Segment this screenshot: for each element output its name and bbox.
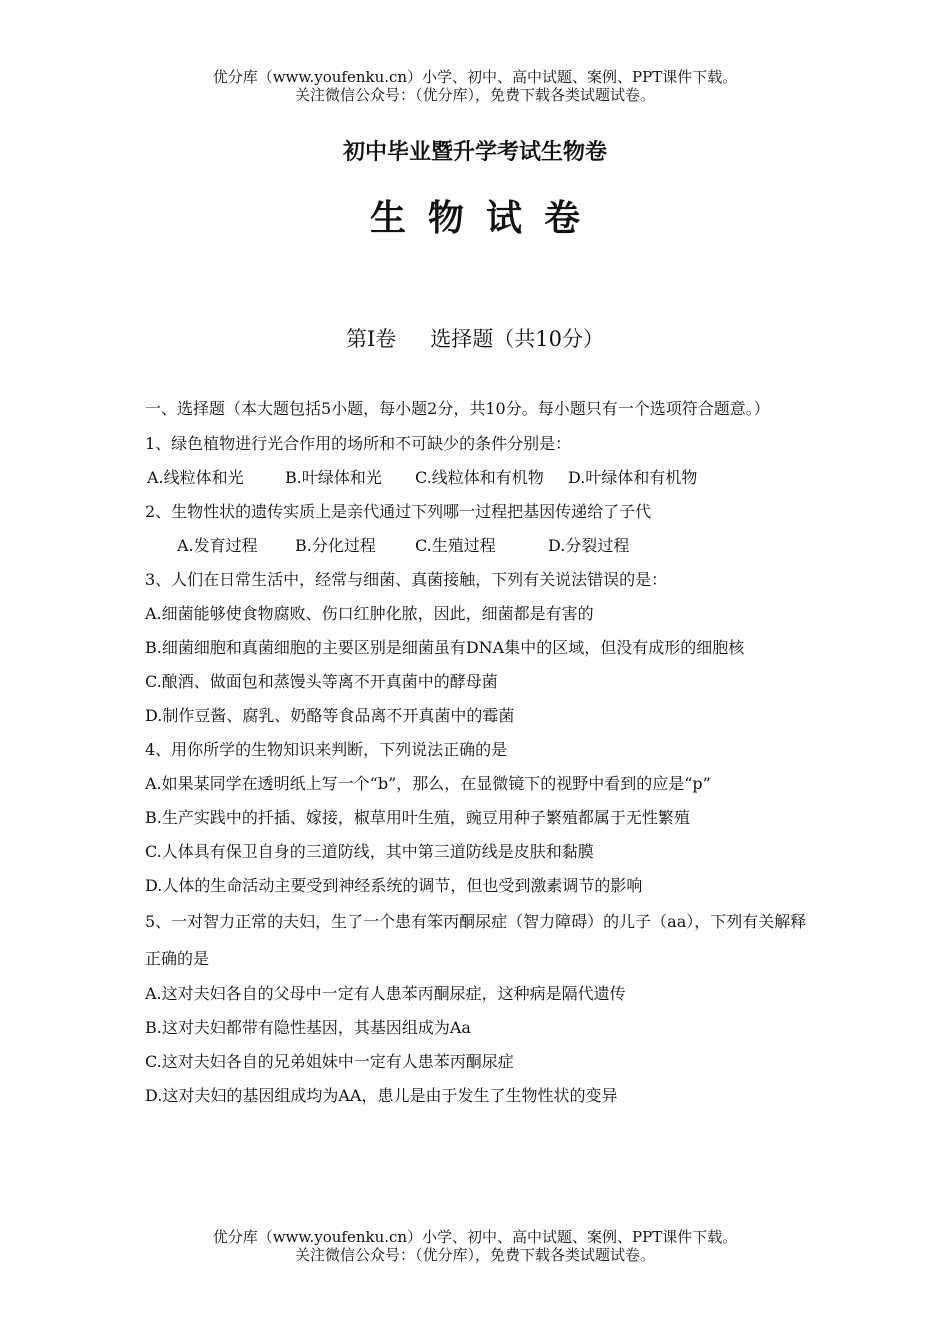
header-line-1: 优分库（www.youfenku.cn）小学、初中、高中试题、案例、PPT课件下载。 [212, 68, 738, 86]
main-title: 生物试卷 [369, 197, 602, 239]
option: C.人体具有保卫自身的三道防线，其中第三道防线是皮肤和黏膜 [145, 842, 594, 861]
section-part: 第I卷 [345, 327, 397, 351]
question-5-stem: 5、一对智力正常的夫妇，生了一个患有笨丙酮尿症（智力障碍）的儿子（aa），下列有关解释正确的是 [145, 912, 807, 968]
page-header [0, 68, 950, 104]
option: C.酿酒、做面包和蒸馒头等离不开真菌中的酵母菌 [145, 672, 498, 691]
option: B.细菌细胞和真菌细胞的主要区别是细菌虽有DNA集中的区域，但没有成形的细胞核 [145, 638, 745, 657]
question-4-stem: 4、用你所学的生物知识来判断，下列说法正确的是 [145, 740, 508, 759]
question-1-options [145, 461, 810, 495]
option: B.叶绿体和光 [285, 468, 382, 487]
option: B.分化过程 [295, 536, 376, 555]
question-2-options [145, 529, 810, 563]
question-2-stem: 2、生物性状的遗传实质上是亲代通过下列哪一过程把基因传递给了子代 [145, 502, 652, 521]
option: D.分裂过程 [548, 536, 630, 555]
header-line-2: 关注微信公众号：（优分库），免费下载各类试题试卷。 [294, 86, 655, 104]
option: C.这对夫妇各自的兄弟姐妹中一定有人患苯丙酮尿症 [145, 1052, 514, 1071]
page-footer [0, 1228, 950, 1264]
option: A.线粒体和光 [147, 468, 244, 487]
option: B.这对夫妇都带有隐性基因，其基因组成为Aa [145, 1018, 471, 1037]
option: D.这对夫妇的基因组成均为AA，患儿是由于发生了生物性状的变异 [145, 1086, 618, 1105]
option: B.生产实践中的扦插、嫁接，椒草用叶生殖，豌豆用种子繁殖都属于无性繁殖 [145, 808, 690, 827]
option: D.叶绿体和有机物 [568, 468, 698, 487]
question-1-stem: 1、绿色植物进行光合作用的场所和不可缺少的条件分别是： [145, 434, 572, 453]
option: A.如果某同学在透明纸上写一个“b”，那么，在显微镜下的视野中看到的应是“p” [145, 774, 711, 793]
exam-title: 初中毕业暨升学考试生物卷 [342, 139, 607, 165]
instructions: 一、选择题（本大题包括5小题，每小题2分，共10分。每小题只有一个选项符合题意。） [145, 399, 770, 418]
option: A.细菌能够使食物腐败、伤口红肿化脓，因此，细菌都是有害的 [145, 604, 594, 623]
question-3-stem: 3、人们在日常生活中，经常与细菌、真菌接触，下列有关说法错误的是： [145, 570, 668, 589]
section-name: 选择题（共10分） [430, 327, 605, 351]
section-title [0, 323, 950, 353]
footer-line-1: 优分库（www.youfenku.cn）小学、初中、高中试题、案例、PPT课件下载。 [212, 1228, 738, 1246]
option: A.这对夫妇各自的父母中一定有人患苯丙酮尿症，这种病是隔代遗传 [145, 984, 626, 1003]
footer-line-2: 关注微信公众号：（优分库），免费下载各类试题试卷。 [294, 1246, 655, 1264]
question-body [145, 390, 810, 1113]
option: C.线粒体和有机物 [415, 468, 544, 487]
option: D.制作豆酱、腐乳、奶酪等食品离不开真菌中的霉菌 [145, 706, 515, 725]
option: D.人体的生命活动主要受到神经系统的调节，但也受到激素调节的影响 [145, 876, 643, 895]
option: A.发育过程 [177, 536, 258, 555]
option: C.生殖过程 [415, 536, 496, 555]
